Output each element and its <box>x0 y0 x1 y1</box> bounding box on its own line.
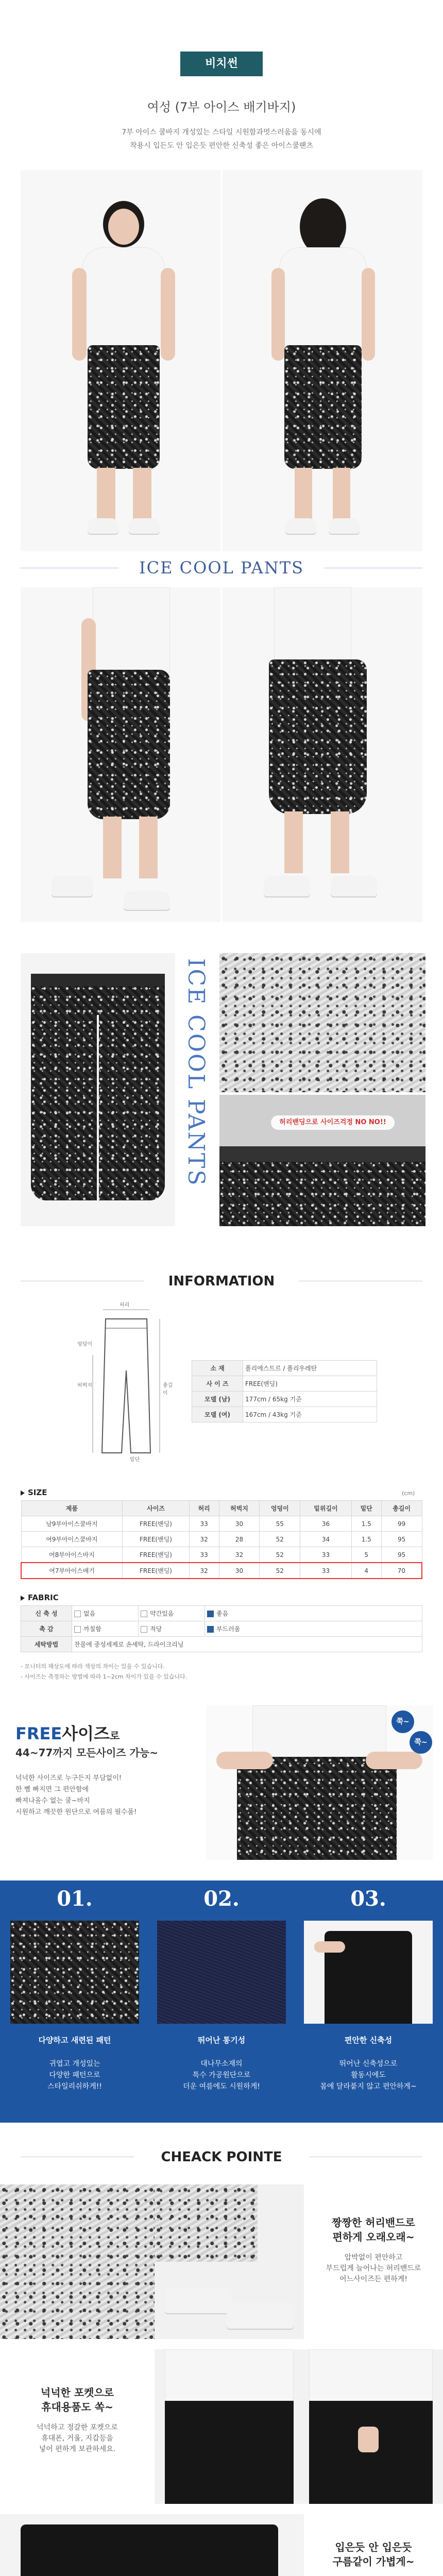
spec-row: 모델 (여) 167cm / 43kg 기준 <box>192 1407 377 1422</box>
pants-diagram <box>77 1298 175 1463</box>
check-desc-line: 압박없이 편안하고 <box>344 2253 403 2262</box>
checkbox-checked-icon <box>207 1611 214 1617</box>
free-size-body-3: 빠져나올수 없는 쿨~바지 <box>15 1797 90 1805</box>
check-title-line: 편하게 오래오래~ <box>332 2231 415 2243</box>
checkbox-icon <box>141 1626 147 1633</box>
header-section <box>0 0 443 160</box>
brand-badge: 비치썬 <box>180 52 263 76</box>
feature-number: 01. <box>57 1887 93 1911</box>
check-title-line: 휴대용품도 쏙~ <box>41 2401 113 2413</box>
feature-desc-2: 특수 가공원단으로 <box>192 2071 251 2079</box>
waist-band-note: 허리밴딩으로 사이즈걱정 NO NO!! <box>271 1115 395 1130</box>
product-subtitle: 여성 (7부 아이스 배기바지) <box>147 100 296 114</box>
spec-row: 모델 (남) 177cm / 65kg 기준 <box>192 1392 377 1407</box>
information-title: INFORMATION <box>144 1273 299 1290</box>
free-size-body-1: 넉넉한 사이즈로 누구든지 부담없이! <box>15 1774 122 1782</box>
fabric-row-texture: 촉 감 까칠함 적당 부드러움 <box>21 1621 422 1637</box>
stretch-badge-1: 쭉~ <box>391 1710 414 1733</box>
check-point-header <box>0 2128 443 2184</box>
fabric-row-elasticity: 신 축 성 없음 약간있음 좋음 <box>21 1606 422 1621</box>
triangle-icon <box>21 1596 25 1601</box>
fabric-note-1: - 모니터의 해상도에 따라 색상의 차이는 있을 수 있습니다. <box>21 1663 165 1670</box>
feature-card-3 <box>299 1880 438 2123</box>
feature-photo-fabric <box>157 1921 286 2024</box>
diagram-label-hip: 엉덩이 <box>77 1342 92 1347</box>
ice-cool-pants-text: ICE COOL PANTS <box>118 557 325 578</box>
free-size-heading: FREE사이즈로 <box>15 1724 120 1743</box>
check-title-line: 입은듯 안 입은듯 <box>335 2541 412 2553</box>
size-unit: (cm) <box>402 1490 415 1497</box>
feature-label: 다양하고 새련된 패턴 <box>10 2030 139 2050</box>
stretch-badge-2: 쭉~ <box>410 1731 432 1754</box>
features-section <box>0 1880 443 2123</box>
checkbox-icon <box>141 1611 147 1617</box>
feature-photo-pattern <box>10 1921 139 2024</box>
check-title-line: 짱짱한 허리밴드로 <box>332 2216 415 2229</box>
check-item-1-text <box>304 2184 443 2339</box>
check-item-2-text <box>0 2349 155 2504</box>
check-desc-line: 넣어 편하게 보관하세요. <box>39 2445 116 2453</box>
checkbox-icon <box>74 1626 81 1633</box>
free-size-subheading: 44~77까지 모든사이즈 가능~ <box>15 1747 158 1759</box>
checkbox-icon <box>74 1611 81 1617</box>
free-size-section <box>0 1700 443 1865</box>
diagram-label-length: 총길이 <box>163 1383 173 1396</box>
triangle-icon <box>21 1490 25 1496</box>
table-row: 여8부아이스바지 FREE(밴딩) 33 32 52 33 5 95 <box>21 1547 422 1563</box>
model-photo-front <box>21 170 220 551</box>
fabric-row-washing: 세탁방법 찬물에 중성세제로 손세탁, 드라이크리닝 <box>21 1637 422 1652</box>
check-photo-pocket <box>155 2349 443 2504</box>
information-section <box>0 1257 443 1319</box>
feature-desc-2: 다양한 패턴으로 <box>49 2071 100 2079</box>
model-photo-side-left <box>21 587 220 922</box>
feature-desc-3: 몸에 달라붙지 않고 편안하게~ <box>320 2082 417 2091</box>
check-point-title: CHEACK POINTE <box>134 2148 309 2166</box>
feature-card-1 <box>5 1880 144 2123</box>
fabric-note-2: - 사이즈는 측정하는 방법에 따라 1~2cm 차이가 있을 수 있습니다. <box>21 1673 188 1680</box>
waistband-detail-photo <box>219 1095 425 1226</box>
feature-number: 02. <box>203 1887 240 1911</box>
check-item-3-text <box>304 2514 443 2576</box>
feature-desc-3: 더운 여름에도 시원하게! <box>183 2082 260 2091</box>
spec-row: 사 이 즈 FREE(밴딩) <box>192 1376 377 1392</box>
check-desc-line: 휴대폰, 거울, 지갑등을 <box>41 2434 113 2443</box>
size-section-title: SIZE <box>21 1488 47 1497</box>
feature-label: 편안한 신축성 <box>304 2030 433 2050</box>
table-row: 여9부아이스쿨바지 FREE(밴딩) 32 28 52 34 1.5 95 <box>21 1532 422 1547</box>
model-photo-side-right <box>223 587 422 922</box>
vertical-ice-cool-pants: ICE COOL PANTS <box>183 958 209 1187</box>
free-size-body-4: 시원하고 깨끗한 원단으로 여름의 필수품! <box>15 1808 137 1816</box>
feature-photo-stretch <box>304 1921 433 2024</box>
fabric-detail-photo <box>219 953 425 1092</box>
feature-desc-1: 귀엽고 개성있는 <box>49 2060 100 2068</box>
fabric-section-title: FABRIC <box>21 1593 59 1602</box>
diagram-label-hem: 밑단 <box>130 1457 140 1463</box>
intro-line-2: 착용시 입든도 안 입은듯 편안한 신축성 좋은 아이스쿨팬츠 <box>130 142 313 150</box>
size-table-header: 제품 사이즈 허리 허벅지 엉덩이 밑위길이 밑단 총길이 <box>21 1501 422 1516</box>
size-table <box>21 1500 422 1579</box>
feature-desc-1: 대나무소재의 <box>200 2060 243 2068</box>
check-photo-comfort <box>0 2514 304 2576</box>
feature-card-2 <box>152 1880 291 2123</box>
check-desc-line: 부드럽게 늘어나는 허리밴드로 <box>326 2264 421 2273</box>
feature-desc-2: 활동시에도 <box>351 2071 386 2079</box>
check-desc-line: 넉넉하고 정갈한 포켓으로 <box>37 2424 118 2432</box>
intro-line-1: 7부 아이스 쿨바지 개성있는 스타일 시원함과멋스러움을 동시에 <box>122 128 321 137</box>
fabric-table <box>21 1605 422 1652</box>
diagram-label-thigh: 허벅지 <box>77 1383 92 1388</box>
free-size-body-2: 한 뼘 빠지면 그 편안함에 <box>15 1786 89 1793</box>
diagram-label-waist: 허리 <box>120 1302 130 1308</box>
feature-label: 뛰어난 통기성 <box>157 2030 286 2050</box>
check-title-line: 넉넉한 포켓으로 <box>40 2386 114 2399</box>
table-row: 남9부아이스쿨바지 FREE(밴딩) 33 30 55 36 1.5 99 <box>21 1516 422 1532</box>
flat-product-photo <box>21 953 175 1226</box>
ice-cool-pants-banner <box>0 552 443 583</box>
model-photo-back <box>223 170 422 551</box>
table-row-highlighted: 여7부아이스배기 FREE(밴딩) 32 30 52 33 4 70 <box>21 1563 422 1579</box>
checkbox-checked-icon <box>207 1626 214 1633</box>
spec-table <box>192 1360 377 1422</box>
check-desc-line: 어느사이즈든 편하게! <box>339 2275 407 2283</box>
feature-desc-1: 뛰어난 신축성으로 <box>339 2060 398 2068</box>
feature-desc-3: 스타일리쉬하게!! <box>47 2082 102 2091</box>
spec-row: 소 재 폴리에스트르 / 폴리우레탄 <box>192 1361 377 1376</box>
feature-number: 03. <box>350 1887 386 1911</box>
check-photo-waistband <box>0 2184 304 2339</box>
check-title-line: 구름같이 가볍게~ <box>332 2555 415 2568</box>
